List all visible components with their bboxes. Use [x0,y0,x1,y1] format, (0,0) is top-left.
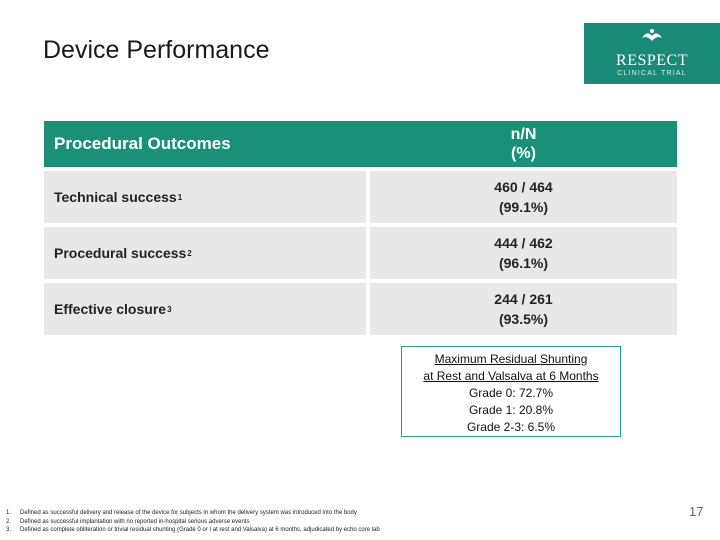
table-row [44,171,677,223]
footnote [6,526,626,535]
callout-header-line1: Maximum Residual Shunting [434,352,588,366]
header-n-label: n/N [510,126,537,143]
callout-grade-0: Grade 0: 72.7% [468,386,554,400]
respect-trial-logo [584,23,720,84]
row-count: 460 / 464 [494,179,553,195]
row-label [44,283,366,335]
footnote-number: 2. [6,518,12,525]
bird-logo-icon [584,26,720,48]
footnote-number: 1. [6,510,12,516]
table-header [44,121,677,167]
row-label-text: Technical success [54,189,177,205]
row-label [44,171,366,223]
row-label-text: Effective closure [54,301,167,317]
footnote [6,518,626,527]
footnote-ref: 1 [177,192,183,202]
callout-header-line2: at Rest and Valsalva at 6 Months [423,369,599,383]
footnotes [6,509,626,535]
callout-grade-1: Grade 1: 20.8% [468,403,554,417]
row-label [44,227,366,279]
procedural-outcomes-table [44,121,677,335]
footnote-text: Defined as successful delivery and release of the device for subjects in whom the delivery system was introduced into the body [20,510,357,516]
row-value [370,171,677,223]
footnote-text: Defined as complete obliteration or trivial residual shunting (Grade 0 or I at rest and Valsalva) at 6 months, adjudicated by echo core lab [20,527,380,533]
page-number: 17 [689,504,704,519]
row-count: 244 / 261 [494,291,553,307]
footnote-ref: 3 [167,304,172,314]
table-row [44,283,677,335]
row-percent: (96.1%) [498,255,549,271]
residual-shunting-callout [401,346,621,437]
row-count: 444 / 462 [494,235,553,251]
header-n-over-n [370,125,677,163]
header-pct-label: (%) [511,145,536,162]
logo-brand: RESPECT [616,52,688,69]
header-procedural-outcomes: Procedural Outcomes [54,134,231,153]
footnote [6,509,626,518]
row-percent: (93.5%) [498,311,549,327]
row-percent: (99.1%) [498,199,549,215]
callout-grade-2-3: Grade 2-3: 6.5% [466,420,556,434]
row-label-text: Procedural success [54,245,187,261]
row-value [370,283,677,335]
logo-subtitle: CLINICAL TRIAL [617,70,687,77]
footnote-number: 3. [6,527,12,533]
footnote-ref: 2 [187,248,192,258]
table-row [44,227,677,279]
footnote-text: Defined as successful implantation with no reported in-hospital serious adverse events [20,518,250,525]
row-value [370,227,677,279]
slide-title: Device Performance [43,36,270,64]
